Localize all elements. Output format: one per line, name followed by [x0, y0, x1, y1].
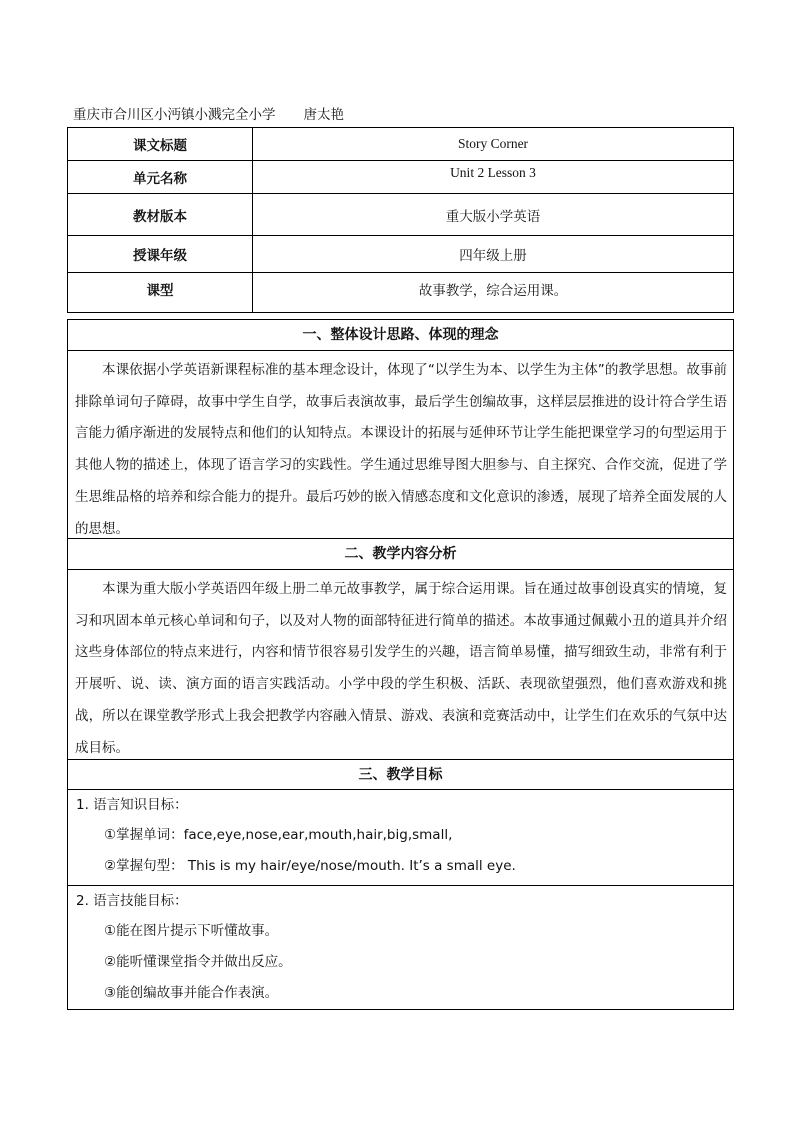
goal-language-skills [67, 885, 734, 1010]
value-grade: 四年级上册 [253, 236, 734, 273]
label-textbook-edition: 教材版本 [68, 194, 253, 236]
table-row [68, 236, 734, 273]
table-row [68, 128, 734, 161]
section-design-philosophy [67, 319, 734, 539]
section-title: 二、教学内容分析 [68, 539, 733, 570]
school-name: 重庆市合川区小沔镇小溅完全小学 [73, 107, 276, 123]
goal-item: ③能创编故事并能合作表演。 [104, 985, 279, 1001]
section-title: 三、教学目标 [358, 767, 443, 783]
table-row [68, 194, 734, 236]
goal-language-knowledge [67, 789, 734, 886]
goal-item [68, 851, 733, 882]
section-title: 一、整体设计思路、体现的理念 [68, 320, 733, 351]
goal-item [68, 820, 733, 851]
goal-item: ②能听懂课堂指令并做出反应。 [104, 954, 292, 970]
goal-title: 2. 语言技能目标： [76, 893, 188, 909]
lesson-info-table [67, 127, 734, 313]
table-row [68, 161, 734, 194]
value-lesson-type: 故事教学，综合运用课。 [253, 273, 734, 313]
section-body: 本课为重大版小学英语四年级上册二单元故事教学，属于综合运用课。旨在通过故事创设真实的情境，复习和巩固本单元核心单词和句子，以及对人物的面部特征进行简单的描述。本故事通过佩戴小丑的道具并介绍这些身体部位的特点来进行，内容和情节很容易引发学生的兴趣，语言简单易懂，描写细致生动，非常有利于开展听、说、读、演方面的语言实践活动。小学中段的学生积极、活跃、表现欲望强烈，他们喜欢游戏和挑战，所以在课堂教学形式上我会把教学内容融入情景、游戏、表演和竞赛活动中，让学生们在欢乐的气氛中达成目标。 [75, 581, 727, 756]
author-name: 唐太艳 [303, 107, 344, 123]
section-teaching-goals [67, 759, 734, 790]
goal-item-text: ②掌握句型： This is my hair/eye/nose/mouth. It’s a small eye. [104, 858, 516, 874]
value-textbook-edition: 重大版小学英语 [253, 194, 734, 236]
label-lesson-title: 课文标题 [68, 128, 253, 161]
label-lesson-type: 课型 [68, 273, 253, 313]
goal-item-text: ①掌握单词：face,eye,nose,ear,mouth,hair,big,small, [104, 827, 453, 843]
goal-item: ①能在图片提示下听懂故事。 [104, 923, 279, 939]
value-lesson-title: Story Corner [253, 128, 734, 161]
table-row [68, 273, 734, 313]
document-header [73, 103, 344, 123]
section-content-analysis [67, 538, 734, 760]
section-body: 本课依据小学英语新课程标准的基本理念设计，体现了“以学生为本、以学生为主体”的教学思想。故事前排除单词句子障碍，故事中学生自学，故事后表演故事，最后学生创编故事，这样层层推进的设计符合学生语言能力循序渐进的发展特点和他们的认知特点。本课设计的拓展与延伸环节让学生能把课堂学习的句型运用于其他人物的描述上，体现了语言学习的实践性。学生通过思维导图大胆参与、自主探究、合作交流，促进了学生思维品格的培养和综合能力的提升。最后巧妙的嵌入情感态度和文化意识的渗透，展现了培养全面发展的人的思想。 [75, 362, 727, 537]
label-grade: 授课年级 [68, 236, 253, 273]
goal-title: 1. 语言知识目标： [76, 797, 188, 813]
value-unit-name: Unit 2 Lesson 3 [253, 161, 734, 194]
label-unit-name: 单元名称 [68, 161, 253, 194]
